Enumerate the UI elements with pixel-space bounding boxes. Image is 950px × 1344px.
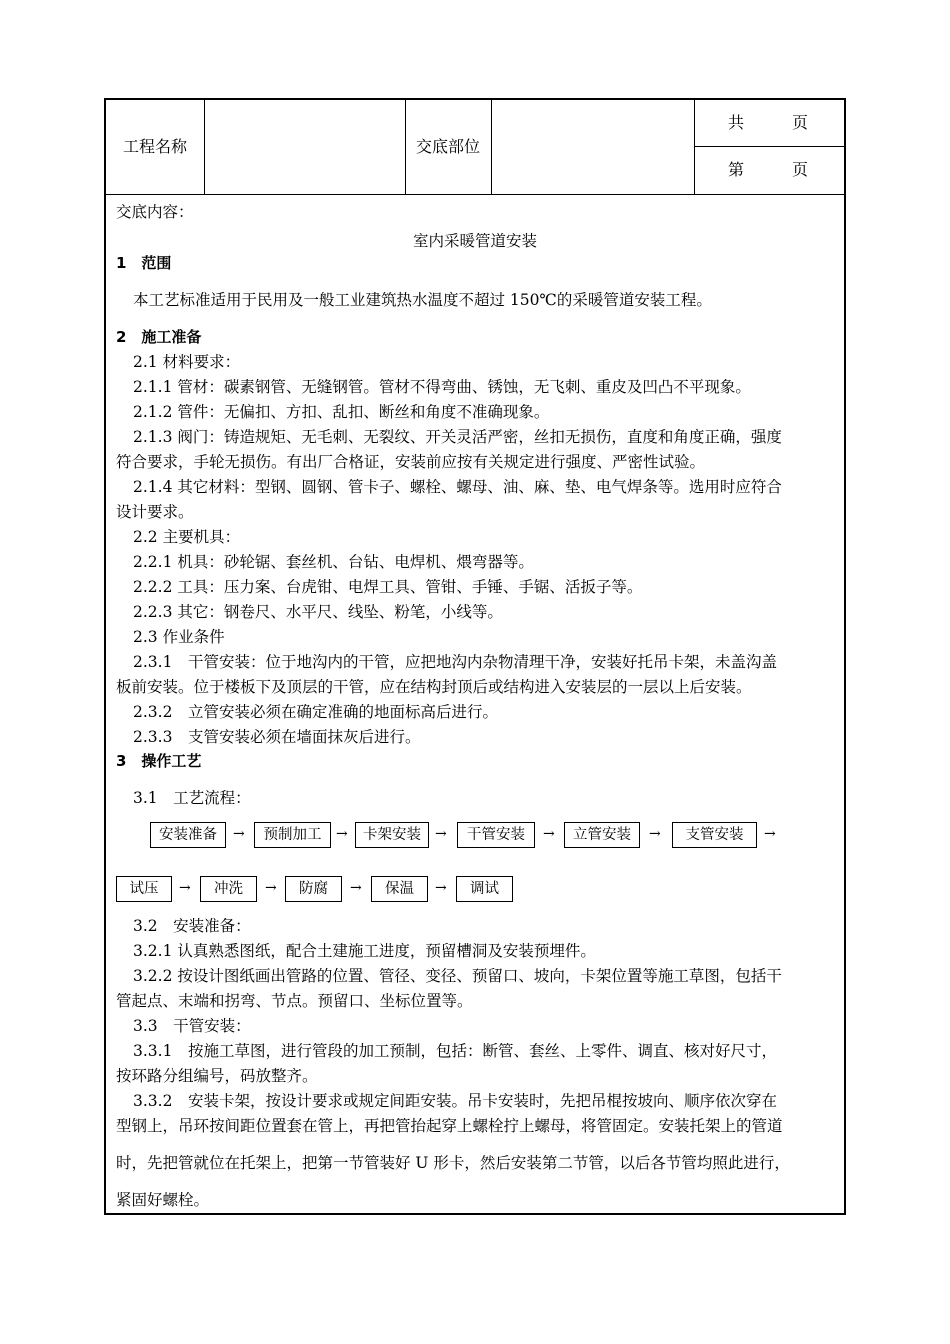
- paragraph-line: 2.1.1 管材：碳素钢管、无缝钢管。管材不得弯曲、锈蚀，无飞刺、重皮及凹凸不平现象。: [133, 378, 751, 396]
- paragraph-line: 2.1.3 阀门：铸造规矩、无毛刺、无裂纹、开关灵活严密，丝扣无损伤，直度和角度正确，强度: [133, 428, 782, 446]
- paragraph-line: 2.3.3 支管安装必须在墙面抹灰后进行。: [133, 728, 421, 746]
- paragraph-line: 2.3.1 干管安装：位于地沟内的干管，应把地沟内杂物清理干净，安装好托吊卡架，未盖沟盖: [133, 653, 777, 671]
- paragraph-line: 2.1.2 管件：无偏扣、方扣、乱扣、断丝和角度不准确现象。: [133, 403, 550, 421]
- content-label: 交底内容：: [116, 203, 194, 221]
- arrow-right-icon: →: [179, 880, 191, 896]
- paragraph-line: 3.3.1 按施工草图，进行管段的加工预制，包括：断管、套丝、上零件、调直、核对好尺寸，: [133, 1042, 777, 1060]
- page-number: 第 页: [728, 160, 809, 179]
- section-heading: 2 施工准备: [116, 328, 202, 346]
- paragraph-line: 时，先把管就位在托架上，把第一节管装好 U 形卡，然后安装第二节管，以后各节管均照此进行，: [116, 1154, 790, 1172]
- arrow-right-icon: →: [336, 826, 348, 842]
- document-page: [104, 98, 846, 1215]
- paragraph-line: 设计要求。: [116, 503, 194, 521]
- paragraph-line: 3.3 干管安装：: [133, 1017, 251, 1035]
- paragraph-line: 2.2.3 其它：钢卷尺、水平尺、线坠、粉笔，小线等。: [133, 603, 503, 621]
- arrow-right-icon: →: [350, 880, 362, 896]
- paragraph-line: 2.2 主要机具：: [133, 528, 241, 546]
- location-label: 交底部位: [416, 137, 481, 156]
- arrow-right-icon: →: [543, 826, 555, 842]
- paragraph-line: 2.2.2 工具：压力案、台虎钳、电焊工具、管钳、手锤、手锯、活扳子等。: [133, 578, 643, 596]
- divider: [491, 100, 492, 194]
- flow-step: 试压: [116, 876, 172, 902]
- arrow-right-icon: →: [435, 826, 447, 842]
- divider: [694, 100, 695, 194]
- flow-step: 预制加工: [254, 822, 331, 848]
- paragraph-line: 本工艺标准适用于民用及一般工业建筑热水温度不超过 150℃的采暖管道安装工程。: [133, 291, 712, 309]
- paragraph-line: 3.2 安装准备：: [133, 917, 251, 935]
- paragraph-line: 2.1 材料要求：: [133, 353, 241, 371]
- paragraph-line: 符合要求，手轮无损伤。有出厂合格证，安装前应按有关规定进行强度、严密性试验。: [116, 453, 706, 471]
- flow-step: 安装准备: [150, 822, 226, 848]
- paragraph-line: 按环路分组编号，码放整齐。: [116, 1067, 318, 1085]
- arrow-right-icon: →: [265, 880, 277, 896]
- flow-step: 保温: [371, 876, 428, 902]
- divider: [204, 100, 205, 194]
- header-table: [106, 100, 844, 195]
- paragraph-line: 3.3.2 安装卡架，按设计要求或规定间距安装。吊卡安装时，先把吊棍按坡向、顺序依次穿在: [133, 1092, 777, 1110]
- arrow-right-icon: →: [649, 826, 661, 842]
- arrow-right-icon: →: [435, 880, 447, 896]
- flow-step: 支管安装: [672, 822, 757, 848]
- divider: [694, 146, 844, 147]
- section-heading: 1 范围: [116, 254, 172, 272]
- paragraph-line: 板前安装。位于楼板下及顶层的干管，应在结构封顶后或结构进入安装层的一层以上后安装。: [116, 678, 752, 696]
- paragraph-line: 3.2.2 按设计图纸画出管路的位置、管径、变径、预留口、坡向，卡架位置等施工草图，包括干: [133, 967, 782, 985]
- flow-step: 调试: [456, 876, 513, 902]
- project-name-label: 工程名称: [123, 137, 188, 156]
- paragraph-line: 紧固好螺栓。: [116, 1191, 210, 1209]
- flow-step: 卡架安装: [355, 822, 429, 848]
- paragraph-line: 3.1 工艺流程：: [133, 789, 251, 807]
- paragraph-line: 2.3 作业条件: [133, 628, 225, 646]
- arrow-right-icon: →: [764, 826, 776, 842]
- flow-step: 立管安装: [564, 822, 640, 848]
- flow-step: 防腐: [285, 876, 342, 902]
- section-heading: 3 操作工艺: [116, 752, 202, 770]
- paragraph-line: 2.1.4 其它材料：型钢、圆钢、管卡子、螺栓、螺母、油、麻、垫、电气焊条等。选用时应符合: [133, 478, 782, 496]
- flow-step: 冲洗: [200, 876, 257, 902]
- arrow-right-icon: →: [233, 826, 245, 842]
- paragraph-line: 2.3.2 立管安装必须在确定准确的地面标高后进行。: [133, 703, 498, 721]
- paragraph-line: 型钢上，吊环按间距位置套在管上，再把管抬起穿上螺栓拧上螺母，将管固定。安装托架上的管道: [116, 1117, 783, 1135]
- total-pages: 共 页: [728, 113, 809, 132]
- paragraph-line: 2.2.1 机具：砂轮锯、套丝机、台钻、电焊机、煨弯器等。: [133, 553, 534, 571]
- divider: [405, 100, 406, 194]
- document-title: 室内采暖管道安装: [412, 232, 537, 250]
- paragraph-line: 3.2.1 认真熟悉图纸，配合土建施工进度，预留槽洞及安装预埋件。: [133, 942, 596, 960]
- flow-step: 干管安装: [457, 822, 535, 848]
- paragraph-line: 管起点、末端和拐弯、节点。预留口、坐标位置等。: [116, 992, 473, 1010]
